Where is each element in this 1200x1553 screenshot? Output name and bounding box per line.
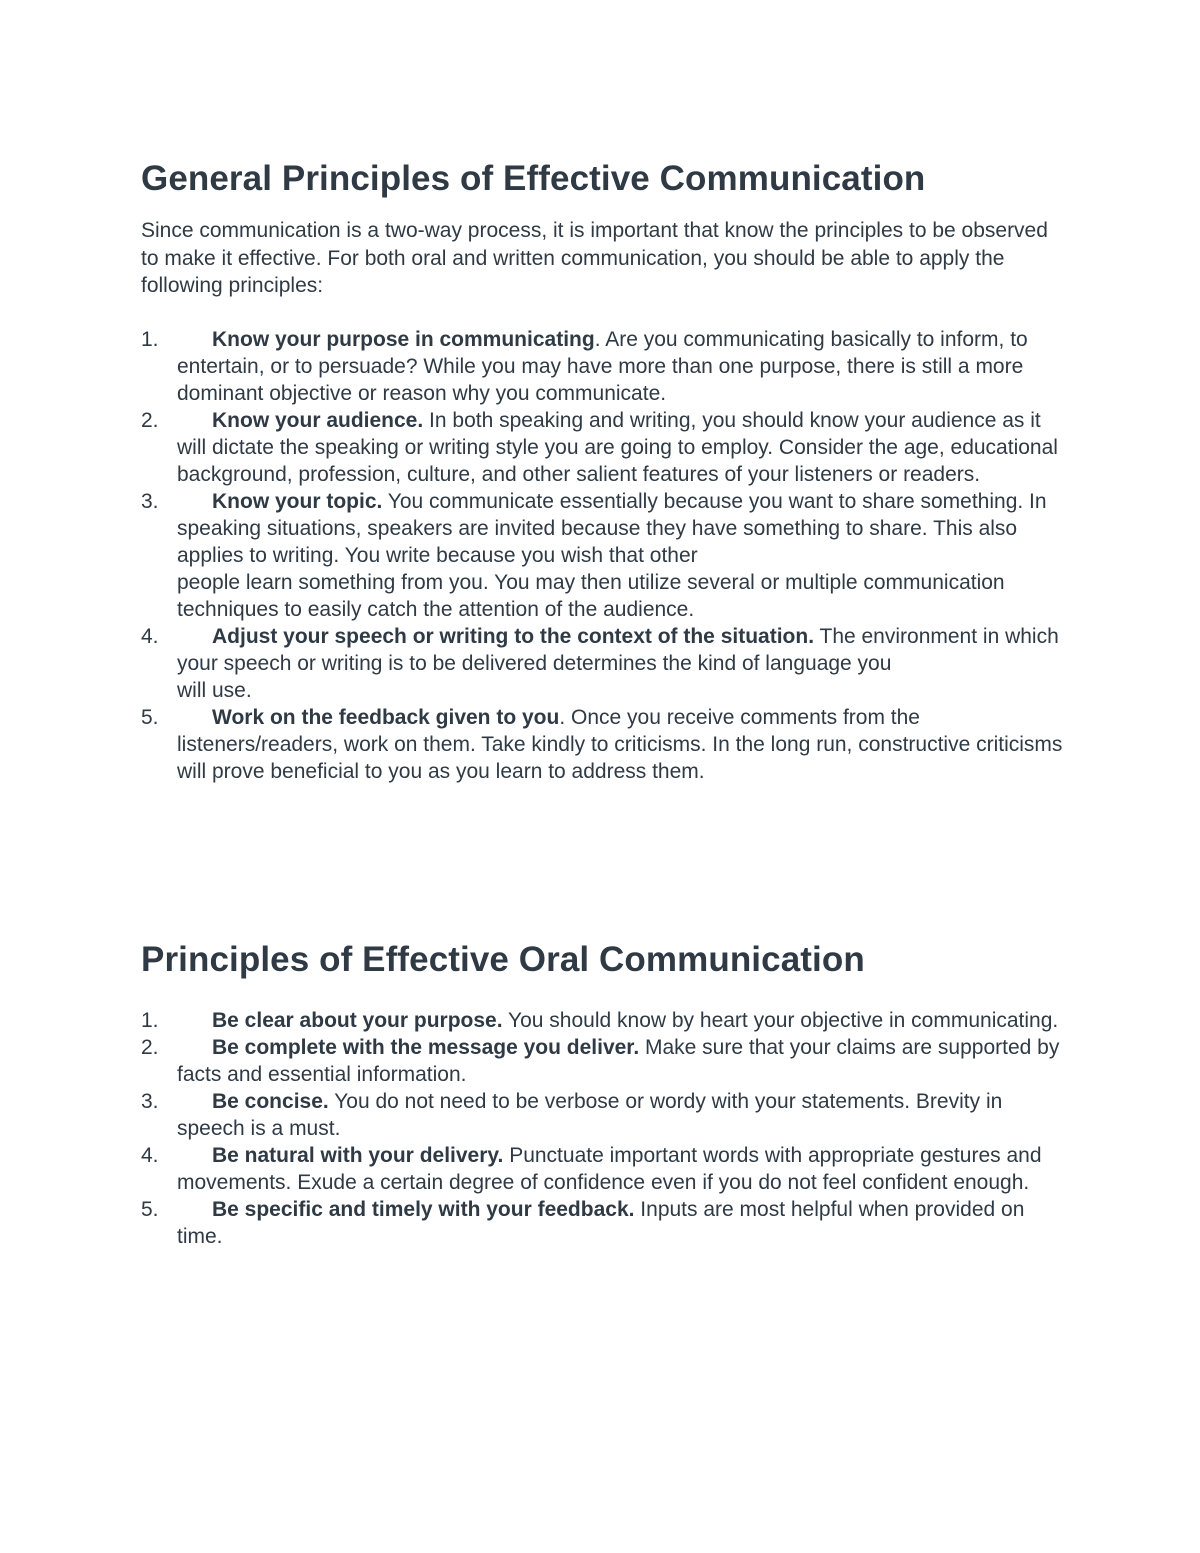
section-title-general: General Principles of Effective Communication [141,159,926,198]
principle-heading: Be natural with your delivery. [212,1144,504,1167]
principle-text: You do not need to be verbose or wordy with your statements. Brevity in speech is a must. [177,1090,1003,1140]
list-item [141,1007,1066,1034]
principle-text: Punctuate important words with appropriate gestures and movements. Exude a certain degree of confidence even if you do not feel confident enough. [177,1144,1042,1194]
list-item [141,1088,1066,1142]
list-number: 3. [141,490,159,513]
principle-text: Inputs are most helpful when provided on time. [177,1198,1025,1248]
principle-text: The environment in which your speech or writing is to be delivered determines the kind of language you [177,625,1059,675]
list-number: 1. [141,328,159,351]
list-number: 3. [141,1090,159,1113]
principle-text: In both speaking and writing, you should know your audience as it will dictate the speaking or writing style you are going to employ. Consider the age, educational background, profession, culture, and other salient features of your listeners or readers. [177,409,1058,486]
principle-text: . Once you receive comments from the listeners/readers, work on them. Take kindly to criticisms. In the long run, constructive criticisms will prove beneficial to you as you learn to address them. [177,706,1063,783]
list-item [141,704,1066,785]
list-number: 2. [141,409,159,432]
principle-heading: Know your purpose in communicating [212,328,595,351]
list-item [141,1142,1066,1196]
principle-text: You communicate essentially because you want to share something. In speaking situations, speakers are invited because they have something to share. This also applies to writing. You write because you wish that other [177,490,1047,567]
principle-heading: Know your topic. [212,490,383,513]
principle-text: . Are you communicating basically to inform, to entertain, or to persuade? While you may have more than one purpose, there is still a more dominant objective or reason why you communicate. [177,328,1028,405]
principle-heading: Be clear about your purpose. [212,1009,503,1032]
list-number: 4. [141,625,159,648]
list-number: 5. [141,706,159,729]
section-title-oral: Principles of Effective Oral Communication [141,940,865,979]
list-number: 1. [141,1009,159,1032]
list-number: 4. [141,1144,159,1167]
principle-heading: Be concise. [212,1090,329,1113]
list-item [141,623,1066,704]
principle-text-continued: people learn something from you. You may then utilize several or multiple communication techniques to easily catch the attention of the audience. [177,571,1005,621]
principle-heading: Work on the feedback given to you [212,706,560,729]
list-item [141,407,1066,488]
intro-paragraph: Since communication is a two-way process, it is important that know the principles to be observed to make it effective. For both oral and written communication, you should be able to apply the following principles: [141,219,1048,297]
list-number: 2. [141,1036,159,1059]
list-item [141,326,1066,407]
principle-heading: Adjust your speech or writing to the context of the situation. [212,625,815,648]
oral-principles-list [141,1007,1066,1250]
principle-heading: Know your audience. [212,409,424,432]
principle-heading: Be complete with the message you deliver. [212,1036,640,1059]
principle-heading: Be specific and timely with your feedback. [212,1198,635,1221]
principle-text-continued: will use. [177,679,252,702]
principle-text: You should know by heart your objective in communicating. [502,1009,1059,1032]
list-item [141,488,1066,623]
list-number: 5. [141,1198,159,1221]
general-principles-list [141,326,1066,785]
list-item [141,1196,1066,1250]
list-item [141,1034,1066,1088]
principle-text: Make sure that your claims are supported by facts and essential information. [177,1036,1060,1086]
